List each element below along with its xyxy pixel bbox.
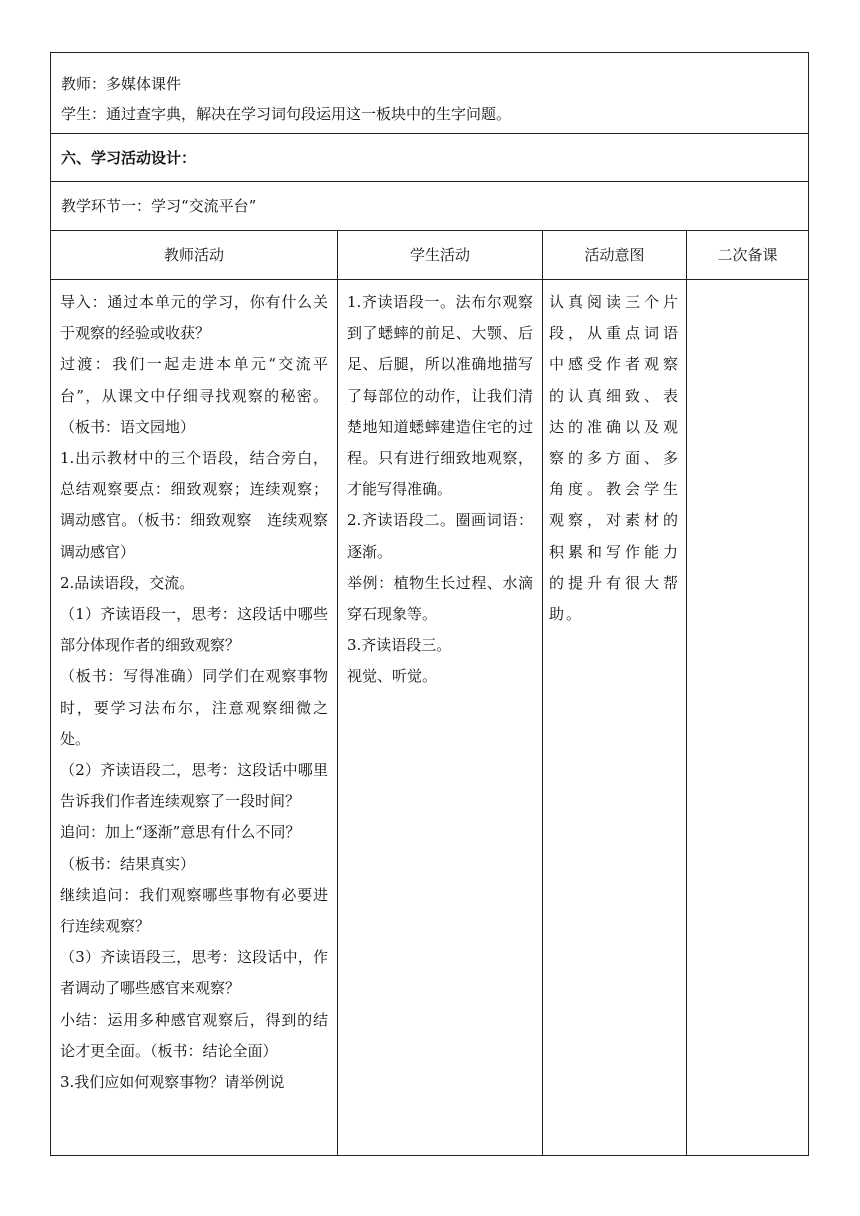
header-activity-intent: 活动意图 bbox=[543, 231, 687, 279]
header-second-prep: 二次备课 bbox=[717, 246, 778, 264]
section-title: 六、学习活动设计： bbox=[51, 134, 808, 182]
teacher-paragraph: （板书：结果真实） bbox=[60, 854, 196, 873]
teacher-materials: 教师：多媒体课件 bbox=[61, 75, 182, 93]
teacher-paragraph: （2）齐读语段二，思考：这段话中哪里告诉我们作者连续观察了一段时间？ bbox=[60, 761, 328, 811]
teacher-paragraph: （1）齐读语段一，思考：这段话中哪些部分体现作者的细致观察？ bbox=[60, 605, 328, 655]
table-body-row bbox=[51, 280, 808, 1155]
student-paragraph: 2.齐读语段二。圈画词语：逐渐。 bbox=[347, 511, 533, 561]
student-paragraph: 1.齐读语段一。法布尔观察到了蟋蟀的前足、大颚、后足、后腿，所以准确地描写了每部位的动作，让我们清楚地知道蟋蟀建造住宅的过程。只有进行细致地观察，才能写得准确。 bbox=[347, 293, 533, 499]
teacher-paragraph: 导入：通过本单元的学习，你有什么关于观察的经验或收获？ bbox=[60, 293, 328, 343]
activity-intent-cell bbox=[543, 280, 687, 1155]
student-materials: 学生：通过查字典，解决在学习词句段运用这一板块中的生字问题。 bbox=[61, 105, 512, 123]
header-student-activity: 学生活动 bbox=[338, 231, 543, 279]
teacher-paragraph: 2.品读语段，交流。 bbox=[60, 573, 195, 592]
intent-text: 认真阅读三个片段，从重点词语中感受作者观察的认真细致、表达的准确以及观察的多方面、多角度。教会学生观察，对素材的积累和写作能力的提升有很大帮助。 bbox=[549, 293, 680, 624]
teacher-paragraph: 继续追问：我们观察哪些事物有必要进行连续观察？ bbox=[60, 885, 328, 936]
teacher-paragraph: （板书：写得准确）同学们在观察事物时，要学习法布尔，注意观察细微之处。 bbox=[60, 667, 328, 748]
student-activity-cell bbox=[338, 280, 543, 1155]
lesson-plan-table bbox=[50, 52, 809, 1156]
student-paragraph: 3.齐读语段三。 bbox=[347, 636, 452, 655]
table-header-row bbox=[51, 231, 808, 280]
student-paragraph: 举例：植物生长过程、水滴穿石现象等。 bbox=[347, 573, 533, 624]
teacher-paragraph: 过渡：我们一起走进本单元“交流平台”，从课文中仔细寻找观察的秘密。（板书：语文园地） bbox=[60, 355, 328, 436]
teacher-activity-cell bbox=[51, 280, 344, 1155]
second-prep-cell bbox=[687, 280, 808, 1155]
teacher-paragraph: 小结：运用多种感官观察后，得到的结论才更全面。（板书：结论全面） bbox=[60, 1010, 328, 1060]
stage-title: 教学环节一：学习“交流平台” bbox=[51, 182, 808, 231]
teacher-paragraph: 3.我们应如何观察事物？请举例说 bbox=[60, 1073, 285, 1092]
teacher-paragraph: 追问：加上“逐渐”意思有什么不同？ bbox=[60, 823, 301, 842]
teacher-paragraph: 1.出示教材中的三个语段，结合旁白，总结观察要点：细致观察；连续观察；调动感官。（板书：细致观察 连续观察 调动感官） bbox=[60, 449, 344, 561]
student-paragraph: 视觉、听觉。 bbox=[347, 667, 438, 686]
teacher-paragraph: （3）齐读语段三，思考：这段话中，作者调动了哪些感官来观察？ bbox=[60, 948, 328, 998]
materials-row bbox=[51, 53, 808, 134]
header-teacher-activity: 教师活动 bbox=[51, 231, 338, 279]
